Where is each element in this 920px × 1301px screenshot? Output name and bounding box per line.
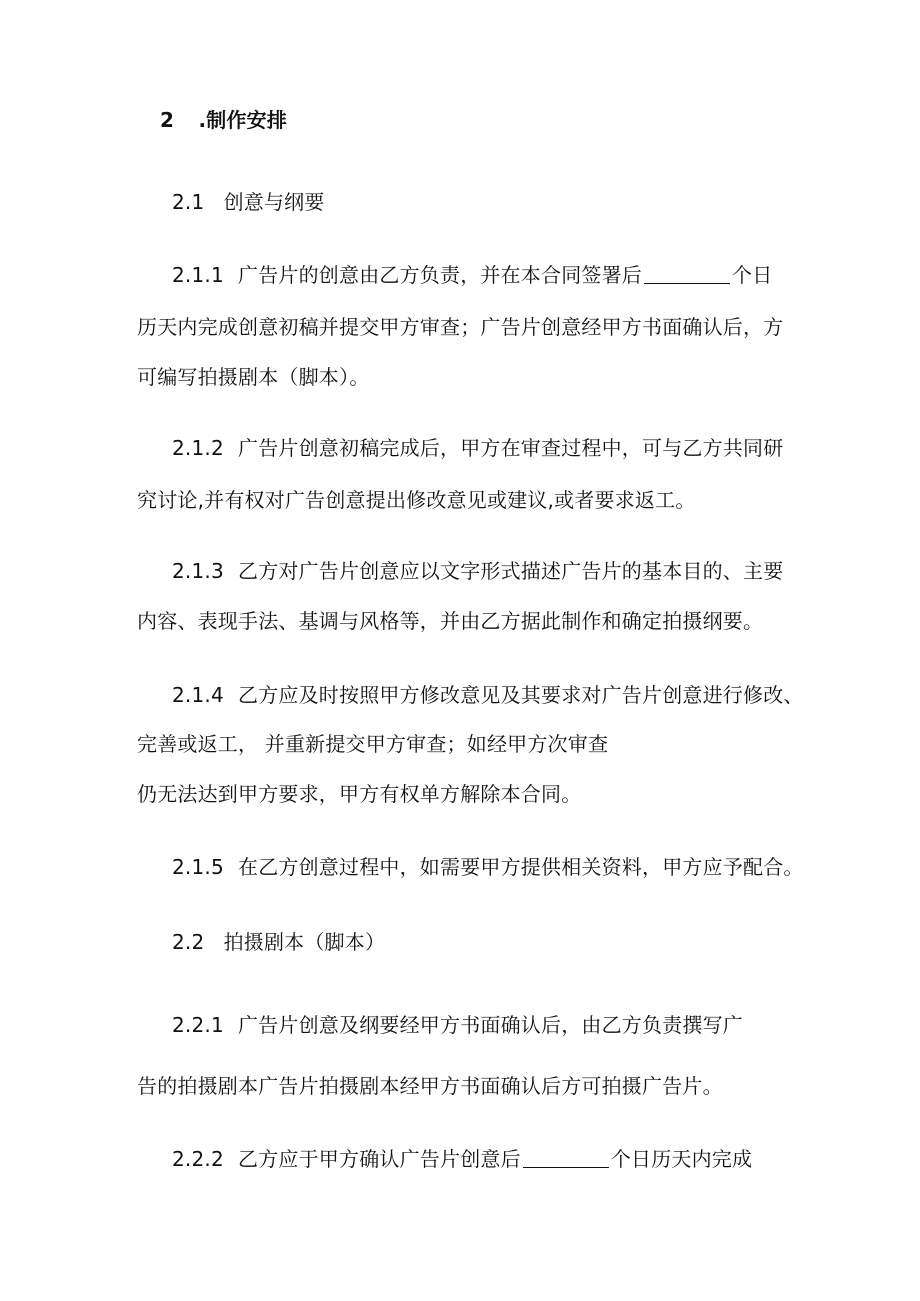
clause-text: 广告片创意初稿完成后，甲方在审查过程中，可与乙方共同研 <box>238 436 784 460</box>
section-heading-number: 2 <box>160 108 175 132</box>
clause-line <box>172 1145 752 1173</box>
clause-number: 2.1.5 <box>172 855 224 879</box>
clause-text: 乙方应及时按照甲方修改意见及其要求对广告片创意进行修改、 <box>238 683 804 707</box>
clause-line: 内容、表现手法、基调与风格等，并由乙方据此制作和确定拍摄纲要。 <box>137 609 764 633</box>
clause-line: 历天内完成创意初稿并提交甲方审查；广告片创意经甲方书面确认后，方 <box>137 315 784 339</box>
section-heading <box>160 106 287 134</box>
clause-line <box>172 557 783 585</box>
clause-text: 在乙方创意过程中，如需要甲方提供相关资料，甲方应予配合。 <box>238 855 804 879</box>
clause-text: 广告片创意及纲要经甲方书面确认后，由乙方负责撰写广 <box>238 1013 743 1037</box>
fill-in-blank[interactable] <box>644 263 730 284</box>
clause-line: 仍无法达到甲方要求，甲方有权单方解除本合同。 <box>137 782 582 806</box>
clause-number: 2.2.2 <box>172 1147 224 1171</box>
clause-text: 广告片的创意由乙方负责，并在本合同签署后 <box>238 263 642 287</box>
clause-line: 完善或返工， 并重新提交甲方审查；如经甲方次审查 <box>137 732 609 756</box>
clause-text: 个日 <box>732 263 773 287</box>
clause-line <box>172 261 772 289</box>
subsection-title: 拍摄剧本（脚本） <box>223 930 386 954</box>
subsection-number: 2.2 <box>172 930 205 954</box>
clause-line: 究讨论,并有权对广告创意提出修改意见或建议,或者要求返工。 <box>137 488 696 512</box>
clause-number: 2.1.4 <box>172 683 224 707</box>
clause-text: 乙方应于甲方确认广告片创意后 <box>238 1147 521 1171</box>
clause-line <box>172 1011 743 1039</box>
subsection-title: 创意与纲要 <box>223 190 325 214</box>
clause-line: 告的拍摄剧本广告片拍摄剧本经甲方书面确认后方可拍摄广告片。 <box>137 1074 723 1098</box>
clause-number: 2.2.1 <box>172 1013 224 1037</box>
fill-in-blank[interactable] <box>523 1147 609 1168</box>
subsection-number: 2.1 <box>172 190 205 214</box>
clause-number: 2.1.1 <box>172 263 224 287</box>
clause-text: 乙方对广告片创意应以文字形式描述广告片的基本目的、主要 <box>238 559 784 583</box>
clause-number: 2.1.2 <box>172 436 224 460</box>
subsection-2-1 <box>172 188 325 216</box>
clause-number: 2.1.3 <box>172 559 224 583</box>
clause-text: 个日历天内完成 <box>610 1147 753 1171</box>
clause-line <box>172 853 804 881</box>
clause-line <box>172 434 783 462</box>
clause-line: 可编写拍摄剧本（脚本）。 <box>137 365 370 389</box>
subsection-2-2 <box>172 928 385 956</box>
clause-line <box>172 681 804 709</box>
section-heading-text: .制作安排 <box>198 108 288 132</box>
